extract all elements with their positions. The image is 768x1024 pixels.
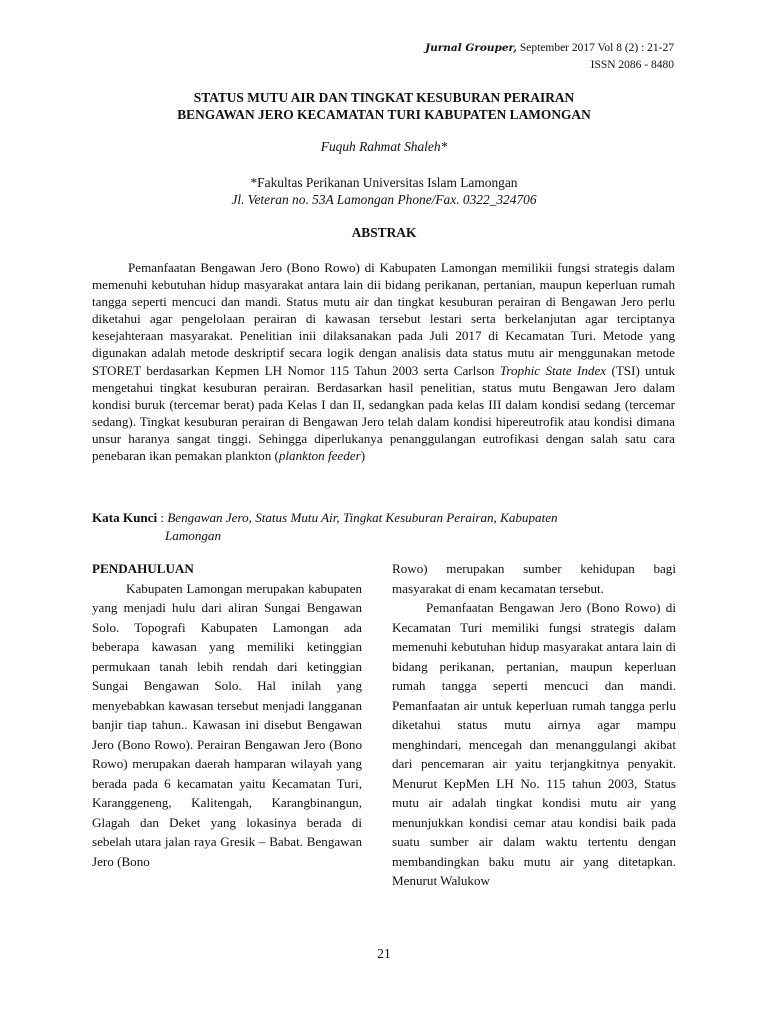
left-column	[92, 559, 362, 871]
paper-title-line1: STATUS MUTU AIR DAN TINGKAT KESUBURAN PERAIRAN	[193, 90, 575, 105]
right-column	[392, 559, 676, 891]
page-number: 21	[377, 946, 391, 961]
keywords	[92, 509, 675, 544]
abstract-text-part2: (TSI) untuk mengetahui tingkat kesuburan perairan. Berdasarkan hasil penelitian, status mutu Bengawan Jero dalam kondisi buruk (tercemar berat) pada Kelas I dan II, sedangkan pada kelas III dalam kondisi sedang (tercemar sedang). Tingkat kesuburan perairan di Bengawan Jero telah dalam kondisi hipereutrofik atau kondisi dimana unsur haranya sangat tinggi. Sehingga diperlukanya penanggulangan eutrofikasi dengan salah satu cara penebaran ikan pemakan plankton (	[92, 362, 675, 464]
journal-header	[425, 40, 674, 74]
journal-issue: September 2017 Vol 8 (2) : 21-27	[519, 42, 674, 54]
keywords-separator: :	[157, 510, 168, 525]
author-name: Fuquh Rahmat Shaleh*	[320, 139, 448, 154]
intro-paragraph-1: Kabupaten Lamongan merupakan kabupaten yang menjadi hulu dari aliran Sungai Bengawan Solo. Topografi Kabupaten Lamongan ada beberapa kawasan yang memiliki ketinggian permukaan tanah lebih rendah dari ketinggian Sungai Bengawan Solo. Hal inilah yang menyebabkan kawasan tersebut menjadi langganan banjir tiap tahun.. Kawasan ini disebut Bengawan Jero (Bono Rowo). Perairan Bengawan Jero (Bono Rowo) merupakan daerah hamparan wilayah yang berada pada 6 kecamatan yaitu Kecamatan Turi, Karanggeneng, Kalitengah, Karangbinangun, Glagah dan Deket yang lokasinya berada di sebelah utara jalan raya Gresik – Babat. Bengawan Jero (Bono	[92, 580, 362, 869]
paper-title-line2: BENGAWAN JERO KECAMATAN TURI KABUPATEN LAMONGAN	[177, 107, 591, 122]
abstract-heading: ABSTRAK	[351, 225, 417, 240]
paper-title	[90, 89, 678, 123]
keywords-line2: Lamongan	[165, 527, 222, 543]
author-affiliation	[90, 174, 678, 208]
keywords-label: Kata Kunci	[92, 510, 158, 525]
affiliation-address: Jl. Veteran no. 53A Lamongan Phone/Fax. 0322_324706	[231, 192, 537, 207]
section-heading-pendahuluan: PENDAHULUAN	[92, 561, 194, 576]
journal-issn: ISSN 2086 - 8480	[590, 59, 674, 71]
affiliation-institution: *Fakultas Perikanan Universitas Islam Lamongan	[250, 175, 518, 190]
abstract-text-part3: )	[360, 448, 366, 464]
intro-paragraph-1-continued: Rowo) merupakan sumber kehidupan bagi masyarakat di enam kecamatan tersebut.	[392, 561, 676, 596]
intro-paragraph-2: Pemanfaatan Bengawan Jero (Bono Rowo) di Kecamatan Turi memiliki fungsi strategis dalam memenuhi kebutuhan hidup masyarakat antara lain di bidang perikanan, pertanian, maupun keperluan rumah tangga seperti mencuci dan mandi. Pemanfaatan air untuk keperluan rumah tangga perlu diketahui status mutu airnya agar mampu menghindari, mencegah dan menanggulangi akibat dari pencemaran air yaitu terjangkitnya penyakit. Menurut KepMen LH No. 115 tahun 2003, Status mutu air adalah tingkat kondisi mutu air yang menunjukkan kondisi cemar atau kondisi baik pada suatu sumber air dalam waktu tertentu dengan membandingkan baku mutu air yang ditetapkan. Menurut Walukow	[392, 600, 676, 888]
abstract-term-plankton-feeder: plankton feeder	[278, 448, 361, 464]
abstract-paragraph	[92, 259, 675, 464]
journal-name: Jurnal Grouper,	[425, 42, 517, 54]
keywords-line1: Bengawan Jero, Status Mutu Air, Tingkat Kesuburan Perairan, Kabupaten	[167, 510, 558, 525]
journal-citation-line	[425, 40, 674, 57]
abstract-term-tsi: Trophic State Index	[499, 362, 607, 378]
abstract-text-part1: Pemanfaatan Bengawan Jero (Bono Rowo) di Kabupaten Lamongan memilikii fungsi strategis dalam memenuhi kebutuhan hidup masyarakat antara lain dii bidang perikanan, pertanian, maupun keperluan rumah tangga seperti mencuci dan mandi. Status mutu air dan tingkat kesuburan perairan di Bengawan Jero perlu diketahui agar pengelolaan perairan di kawasan tersebut lestari serta berkelanjutan agar terciptanya kesejahteraan masyarakat. Penelitian inii dilaksanakan pada Juli 2017 di Kecamatan Turi. Metode yang digunakan adalah metode deskriptif secara logik dengan analisis data status mutu air menggunakan metode STORET berdasarkan Kepmen LH Nomor 115 Tahun 2003 serta Carlson	[92, 260, 675, 378]
